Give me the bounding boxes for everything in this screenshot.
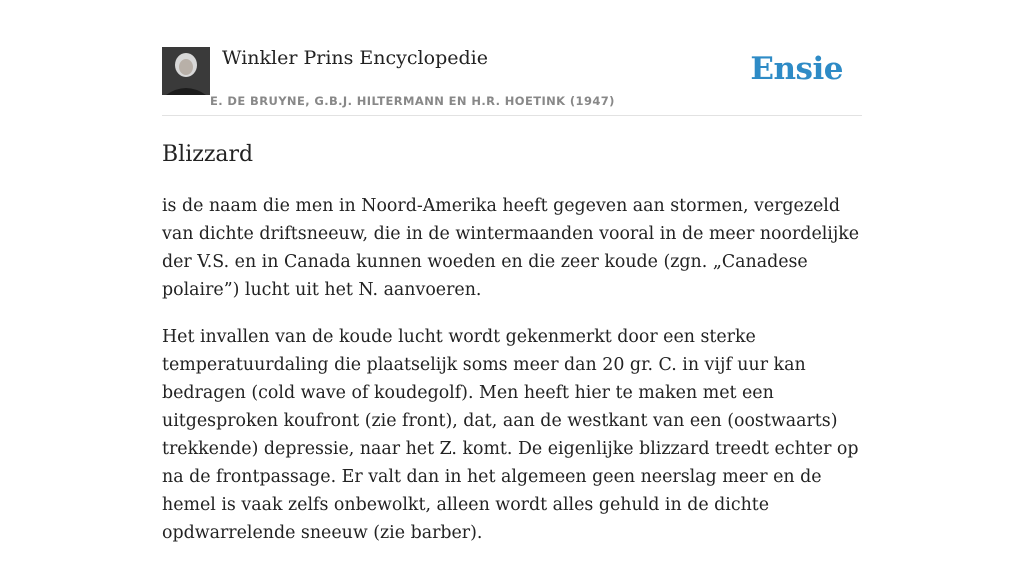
header <box>162 0 862 116</box>
article-body <box>162 192 862 566</box>
ensie-logo[interactable]: Ensie <box>750 51 843 87</box>
publication-title[interactable]: Winkler Prins Encyclopedie <box>222 47 488 69</box>
article-paragraph: Het invallen van de koude lucht wordt gekenmerkt door een sterke temperatuurdaling die plaatselijk soms meer dan 20 gr. C. in vijf uur kan bedragen (cold wave of koudegolf). Men heeft hier te maken met een uitgesproken koufront (zie front), dat, aan de westkant van een (oostwaarts) trekkende) depressie, naar het Z. komt. De eigenlijke blizzard treedt echter op na de frontpassage. Er valt dan in het algemeen geen neerslag meer en de hemel is vaak zelfs onbewolkt, alleen wordt alles gehuld in de dichte opdwarrelende sneeuw (zie barber). <box>162 327 859 543</box>
portrait-avatar-icon[interactable] <box>162 47 210 95</box>
article-paragraph: is de naam die men in Noord-Amerika heeft gegeven aan stormen, vergezeld van dichte driftsneeuw, die in de wintermaanden vooral in de meer noordelijke der V.S. en in Canada kunnen woeden en die zeer koude (zgn. „Canadese polaire”) lucht uit het N. aanvoeren. <box>162 196 860 300</box>
article-title: Blizzard <box>162 142 254 167</box>
authors-byline: E. DE BRUYNE, G.B.J. HILTERMANN EN H.R. HOETINK (1947) <box>210 94 615 108</box>
page <box>162 0 862 543</box>
